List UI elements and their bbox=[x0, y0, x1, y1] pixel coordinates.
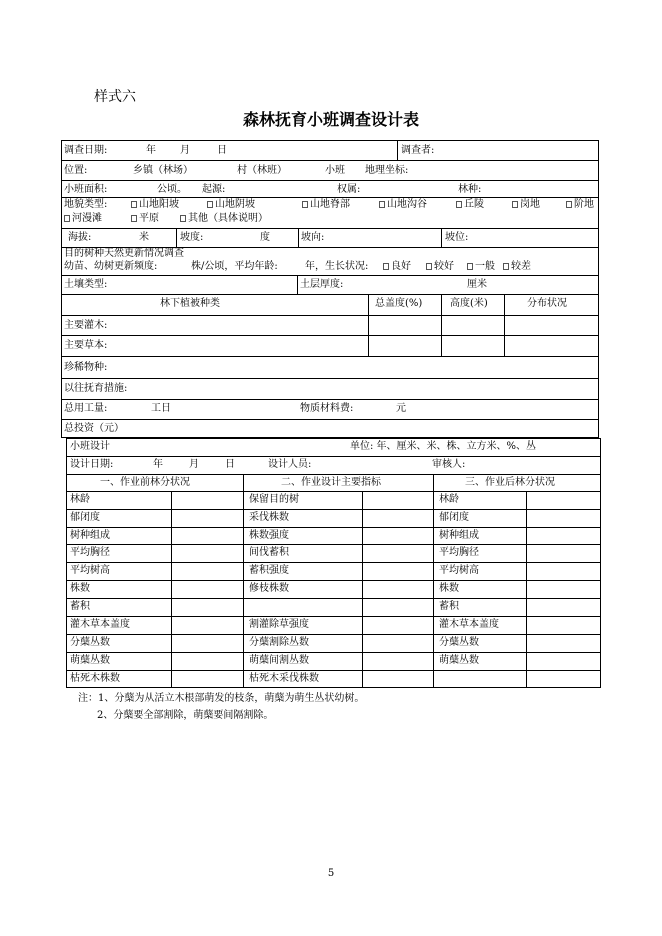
row-divider bbox=[66, 509, 601, 510]
design-index-header: 二、作业设计主要指标 bbox=[281, 477, 381, 488]
landform-option-label: 山地阴坡 bbox=[215, 199, 255, 210]
table-cell: 间伐蓄积 bbox=[249, 547, 289, 558]
row-divider bbox=[61, 294, 599, 295]
design-year: 年 bbox=[153, 459, 163, 470]
landform-option[interactable] bbox=[131, 199, 179, 211]
labor-unit: 工日 bbox=[151, 403, 171, 414]
table-cell: 分蘖丛数 bbox=[439, 637, 479, 648]
row-divider bbox=[66, 598, 601, 599]
col-divider bbox=[397, 140, 398, 160]
col-divider bbox=[362, 491, 363, 688]
landform-option-label: 河漫滩 bbox=[72, 213, 102, 224]
row-divider bbox=[66, 580, 601, 581]
reviewer-label: 审核人: bbox=[432, 459, 466, 470]
township-label: 乡镇（林场） bbox=[133, 165, 193, 176]
table-cell: 割灌除草强度 bbox=[249, 619, 309, 630]
checkbox-icon bbox=[131, 215, 137, 222]
row-divider bbox=[61, 378, 599, 379]
landform-option[interactable] bbox=[379, 199, 427, 211]
row-divider bbox=[61, 315, 599, 316]
soil-type-label: 土壤类型: bbox=[64, 279, 108, 290]
table-cell: 树种组成 bbox=[439, 530, 479, 541]
soil-depth-label: 土层厚度: bbox=[300, 279, 344, 290]
table-cell: 蓄积 bbox=[70, 601, 90, 612]
growth-option[interactable] bbox=[383, 261, 411, 273]
distribution-header: 分布状况 bbox=[527, 298, 567, 309]
landform-option-label: 其他（具体说明） bbox=[188, 213, 268, 224]
row-divider bbox=[66, 562, 601, 563]
row-divider bbox=[61, 335, 599, 336]
landform-option-label: 山地脊部 bbox=[310, 199, 350, 210]
design-units: 单位: 年、厘米、米、株、立方米、%、丛 bbox=[350, 441, 537, 452]
table-cell: 林龄 bbox=[70, 494, 90, 505]
row-divider bbox=[66, 527, 601, 528]
table-cell: 灌木草本盖度 bbox=[70, 619, 130, 630]
altitude-label: 海拔: bbox=[68, 232, 92, 243]
landform-label: 地貌类型: bbox=[64, 199, 108, 210]
table-cell: 萌蘖间割丛数 bbox=[249, 655, 309, 666]
col-divider bbox=[298, 228, 299, 247]
table-cell: 株数 bbox=[439, 583, 459, 594]
col-divider bbox=[526, 491, 527, 688]
checkbox-icon bbox=[180, 215, 186, 222]
note-1: 注：1、分蘖为从活立木根部萌发的枝条，萌蘖为萌生丛状幼树。 bbox=[78, 693, 365, 704]
landform-option-label: 平原 bbox=[139, 213, 159, 224]
landform-option[interactable] bbox=[512, 199, 540, 211]
design-day: 日 bbox=[225, 459, 235, 470]
landform-option-label: 山地阳坡 bbox=[139, 199, 179, 210]
previous-tending-label: 以往抚育措施: bbox=[64, 383, 128, 394]
checkbox-icon bbox=[207, 201, 213, 208]
checkbox-icon bbox=[426, 263, 432, 270]
landform-option-label: 丘陵 bbox=[464, 199, 484, 210]
coverage-header: 总盖度(%) bbox=[375, 298, 423, 309]
col-divider bbox=[441, 228, 442, 247]
col-divider bbox=[171, 491, 172, 688]
row-divider bbox=[66, 616, 601, 617]
checkbox-icon bbox=[512, 201, 518, 208]
growth-option[interactable] bbox=[503, 261, 531, 273]
survey-month: 月 bbox=[180, 145, 190, 156]
location-label: 位置: bbox=[64, 165, 88, 176]
landform-option[interactable] bbox=[64, 213, 102, 225]
regeneration-title: 目的树种天然更新情况调查 bbox=[64, 248, 184, 259]
row-divider bbox=[66, 491, 601, 492]
table-cell: 修枝株数 bbox=[249, 583, 289, 594]
table-cell: 萌蘖丛数 bbox=[70, 655, 110, 666]
row-divider bbox=[66, 544, 601, 545]
row-divider bbox=[66, 474, 601, 475]
document-title: 森林抚育小班调查设计表 bbox=[242, 110, 419, 129]
checkbox-icon bbox=[467, 263, 473, 270]
village-label: 村（林班） bbox=[237, 165, 287, 176]
table-cell: 灌木草本盖度 bbox=[439, 619, 499, 630]
col-divider bbox=[504, 294, 505, 356]
rare-species-label: 珍稀物种: bbox=[64, 362, 108, 373]
regeneration-frequency-label: 幼苗、幼树更新频度: bbox=[64, 261, 158, 272]
main-herb-label: 主要草本: bbox=[64, 340, 108, 351]
checkbox-icon bbox=[131, 201, 137, 208]
checkbox-icon bbox=[566, 201, 572, 208]
row-divider bbox=[61, 419, 599, 420]
geo-coordinate-label: 地理坐标: bbox=[365, 165, 409, 176]
aspect-label: 坡向: bbox=[301, 232, 325, 243]
col-divider bbox=[433, 474, 434, 688]
area-unit: 公顷。 bbox=[157, 184, 187, 195]
regeneration-age-label: 株/公顷，平均年龄: bbox=[191, 261, 278, 272]
row-divider bbox=[66, 670, 601, 671]
landform-option[interactable] bbox=[131, 213, 159, 225]
table-cell: 蓄积 bbox=[439, 601, 459, 612]
row-divider bbox=[61, 160, 599, 161]
checkbox-icon bbox=[379, 201, 385, 208]
design-month: 月 bbox=[189, 459, 199, 470]
slope-position-label: 坡位: bbox=[445, 232, 469, 243]
slope-unit: 度 bbox=[260, 232, 270, 243]
landform-option-label: 阶地 bbox=[574, 199, 594, 210]
altitude-unit: 米 bbox=[139, 232, 149, 243]
note-2: 2、分蘖要全部割除，萌蘖要间隔割除。 bbox=[97, 710, 274, 721]
survey-year: 年 bbox=[146, 145, 156, 156]
growth-status-label: 年，生长状况: bbox=[305, 261, 369, 272]
landform-option[interactable] bbox=[566, 199, 594, 211]
row-divider bbox=[61, 399, 599, 400]
table-cell: 株数 bbox=[70, 583, 90, 594]
table-cell: 平均树高 bbox=[70, 565, 110, 576]
survey-date-label: 调查日期: bbox=[64, 145, 108, 156]
pre-stand-header: 一、作业前林分状况 bbox=[100, 477, 190, 488]
table-cell: 平均树高 bbox=[439, 565, 479, 576]
row-divider bbox=[66, 456, 601, 457]
growth-option-label: 良好 bbox=[391, 261, 411, 272]
vegetation-type-header: 林下植被种类 bbox=[160, 298, 220, 309]
checkbox-icon bbox=[64, 215, 70, 222]
table-cell: 枯死木株数 bbox=[70, 673, 120, 684]
table-cell: 树种组成 bbox=[70, 530, 110, 541]
col-divider bbox=[243, 474, 244, 688]
slope-label: 坡度: bbox=[180, 232, 204, 243]
growth-option-label: 一般 bbox=[475, 261, 495, 272]
row-divider bbox=[61, 180, 599, 181]
growth-option-label: 较差 bbox=[511, 261, 531, 272]
row-divider bbox=[61, 197, 599, 198]
style-label: 样式六 bbox=[94, 89, 136, 105]
table-cell: 株数强度 bbox=[249, 530, 289, 541]
table-cell: 保留目的树 bbox=[249, 494, 299, 505]
surveyor-label: 调查者: bbox=[401, 145, 435, 156]
design-table-border bbox=[66, 438, 601, 688]
table-cell: 枯死木采伐株数 bbox=[249, 673, 319, 684]
total-investment-label: 总投资（元） bbox=[64, 423, 124, 434]
material-cost-unit: 元 bbox=[396, 403, 406, 414]
height-header: 高度(米) bbox=[450, 298, 488, 309]
page-number: 5 bbox=[327, 868, 335, 879]
landform-option[interactable] bbox=[180, 213, 268, 225]
table-cell: 分蘖丛数 bbox=[70, 637, 110, 648]
col-divider bbox=[176, 228, 177, 247]
table-cell: 采伐株数 bbox=[249, 512, 289, 523]
growth-option[interactable] bbox=[426, 261, 454, 273]
checkbox-icon bbox=[302, 201, 308, 208]
table-cell: 平均胸径 bbox=[439, 547, 479, 558]
area-label: 小班面积: bbox=[64, 184, 108, 195]
landform-option[interactable] bbox=[207, 199, 255, 211]
designer-label: 设计人员: bbox=[268, 459, 312, 470]
row-divider bbox=[61, 356, 599, 357]
landform-option[interactable] bbox=[302, 199, 350, 211]
total-labor-label: 总用工量: bbox=[64, 403, 108, 414]
table-cell: 林龄 bbox=[439, 494, 459, 505]
post-stand-header: 三、作业后林分状况 bbox=[465, 477, 555, 488]
table-cell: 萌蘖丛数 bbox=[439, 655, 479, 666]
row-divider bbox=[61, 275, 599, 276]
table-cell: 平均胸径 bbox=[70, 547, 110, 558]
checkbox-icon bbox=[503, 263, 509, 270]
survey-day: 日 bbox=[217, 145, 227, 156]
row-divider bbox=[61, 228, 599, 229]
growth-option-label: 较好 bbox=[434, 261, 454, 272]
landform-option-label: 山地沟谷 bbox=[387, 199, 427, 210]
material-cost-label: 物质材料费: bbox=[300, 403, 354, 414]
row-divider bbox=[66, 652, 601, 653]
table-cell: 蓄积强度 bbox=[249, 565, 289, 576]
growth-option[interactable] bbox=[467, 261, 495, 273]
design-date-label: 设计日期: bbox=[70, 459, 114, 470]
origin-label: 起源: bbox=[202, 184, 226, 195]
row-divider bbox=[66, 634, 601, 635]
soil-depth-unit: 厘米 bbox=[467, 279, 487, 290]
col-divider bbox=[441, 294, 442, 356]
table-cell: 郁闭度 bbox=[439, 512, 469, 523]
subcompartment-label: 小班 bbox=[325, 165, 345, 176]
main-shrub-label: 主要灌木: bbox=[64, 320, 108, 331]
design-section-label: 小班设计 bbox=[70, 441, 110, 452]
checkbox-icon bbox=[383, 263, 389, 270]
landform-option[interactable] bbox=[456, 199, 484, 211]
col-divider bbox=[297, 275, 298, 294]
landform-option-label: 岗地 bbox=[520, 199, 540, 210]
forest-type-label: 林种: bbox=[458, 184, 482, 195]
col-divider bbox=[368, 294, 369, 356]
table-cell: 郁闭度 bbox=[70, 512, 100, 523]
table-cell: 分蘖割除丛数 bbox=[249, 637, 309, 648]
ownership-label: 权属: bbox=[337, 184, 361, 195]
checkbox-icon bbox=[456, 201, 462, 208]
